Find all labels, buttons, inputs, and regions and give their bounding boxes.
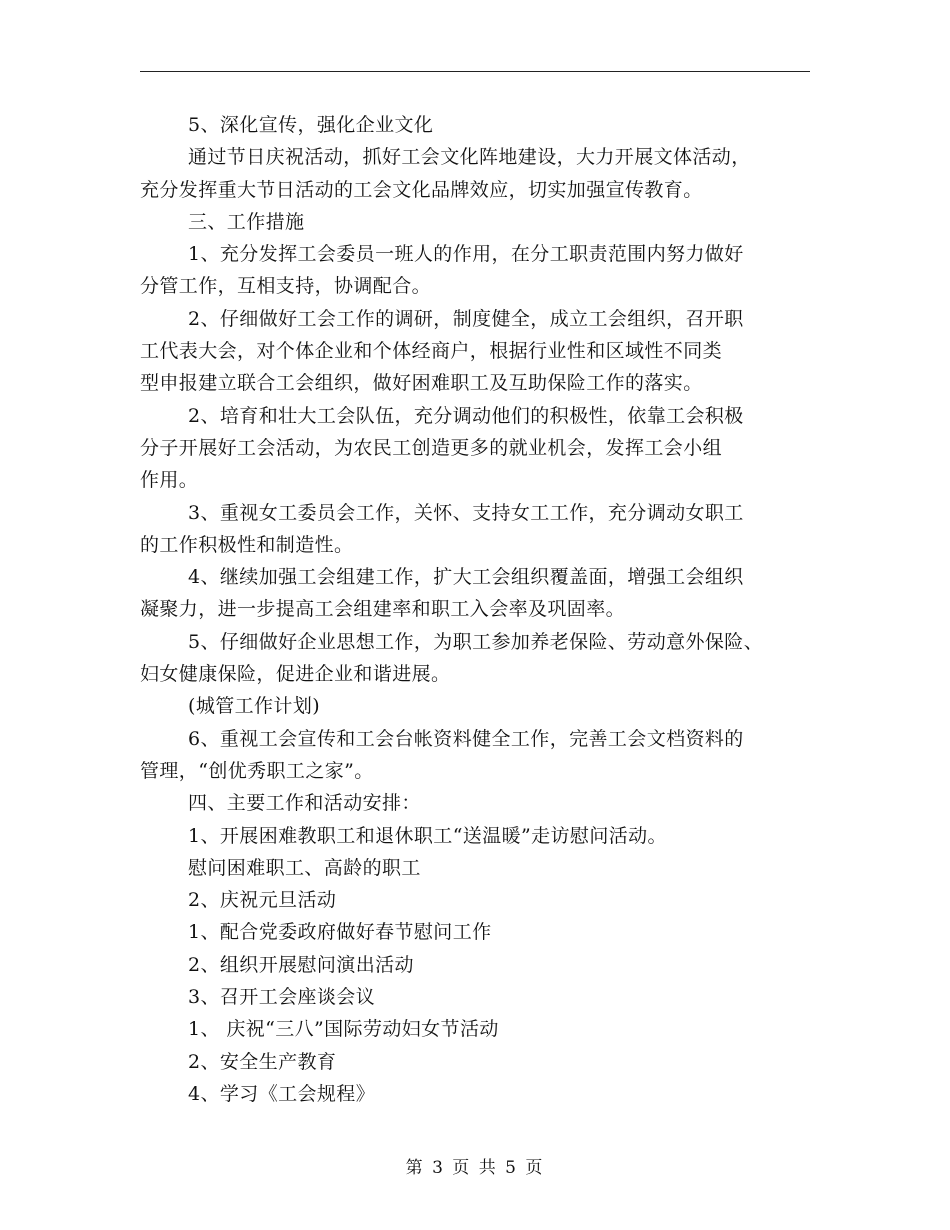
header-rule (140, 71, 810, 72)
text-line: 2、安全生产教育 (188, 1050, 337, 1073)
text-line: 分管工作，互相支持，协调配合。 (140, 275, 432, 298)
text-line: 充分发挥重大节日活动的工会文化品牌效应，切实加强宣传教育。 (140, 178, 703, 201)
text-line: 的工作积极性和制造性。 (140, 533, 354, 556)
text-line: 5、仔细做好企业思想工作，为职工参加养老保险、劳动意外保险、 (188, 630, 764, 653)
text-line: 分子开展好工会活动，为农民工创造更多的就业机会，发挥工会小组 (140, 436, 723, 459)
text-line: 三、工作措施 (188, 210, 305, 233)
text-line: 2、仔细做好工会工作的调研，制度健全，成立工会组织，召开职 (188, 307, 744, 330)
text-line: 1、开展困难教职工和退休职工“送温暖”走访慰问活动。 (188, 824, 667, 847)
text-line: 4、学习《工会规程》 (188, 1082, 376, 1105)
text-line: 慰问困难职工、高龄的职工 (188, 856, 421, 879)
text-line: 3、召开工会座谈会议 (188, 986, 376, 1009)
text-line: 四、主要工作和活动安排： (188, 792, 421, 815)
text-line: 妇女健康保险，促进企业和谐进展。 (140, 663, 451, 686)
text-line: 2、培育和壮大工会队伍，充分调动他们的积极性，依靠工会积极 (188, 404, 744, 427)
text-line: 管理，“创优秀职工之家”。 (140, 759, 374, 782)
page-footer: 第 3 页 共 5 页 (405, 1158, 545, 1178)
text-line: 工代表大会，对个体企业和个体经商户，根据行业性和区域性不同类 (140, 340, 723, 363)
text-line: 1、 庆祝“三八”国际劳动妇女节活动 (188, 1018, 499, 1041)
text-line: 凝聚力，进一步提高工会组建率和职工入会率及巩固率。 (140, 598, 626, 621)
text-line: 1、配合党委政府做好春节慰问工作 (188, 921, 492, 944)
text-line: 通过节日庆祝活动，抓好工会文化阵地建设，大力开展文体活动， (188, 146, 751, 169)
text-line: 2、庆祝元旦活动 (188, 889, 337, 912)
text-line: (城管工作计划) (188, 695, 321, 718)
text-line: 2、组织开展慰问演出活动 (188, 953, 414, 976)
text-line: 3、重视女工委员会工作，关怀、支持女工工作，充分调动女职工 (188, 501, 744, 524)
text-line: 6、重视工会宣传和工会台帐资料健全工作，完善工会文档资料的 (188, 727, 744, 750)
text-line: 1、充分发挥工会委员一班人的作用，在分工职责范围内努力做好 (188, 243, 744, 266)
text-line: 4、继续加强工会组建工作，扩大工会组织覆盖面，增强工会组织 (188, 566, 744, 589)
text-line: 5、深化宣传，强化企业文化 (188, 114, 434, 136)
body-text (140, 109, 812, 1110)
text-line: 型申报建立联合工会组织，做好困难职工及互助保险工作的落实。 (140, 372, 703, 395)
text-line: 作用。 (140, 469, 199, 492)
